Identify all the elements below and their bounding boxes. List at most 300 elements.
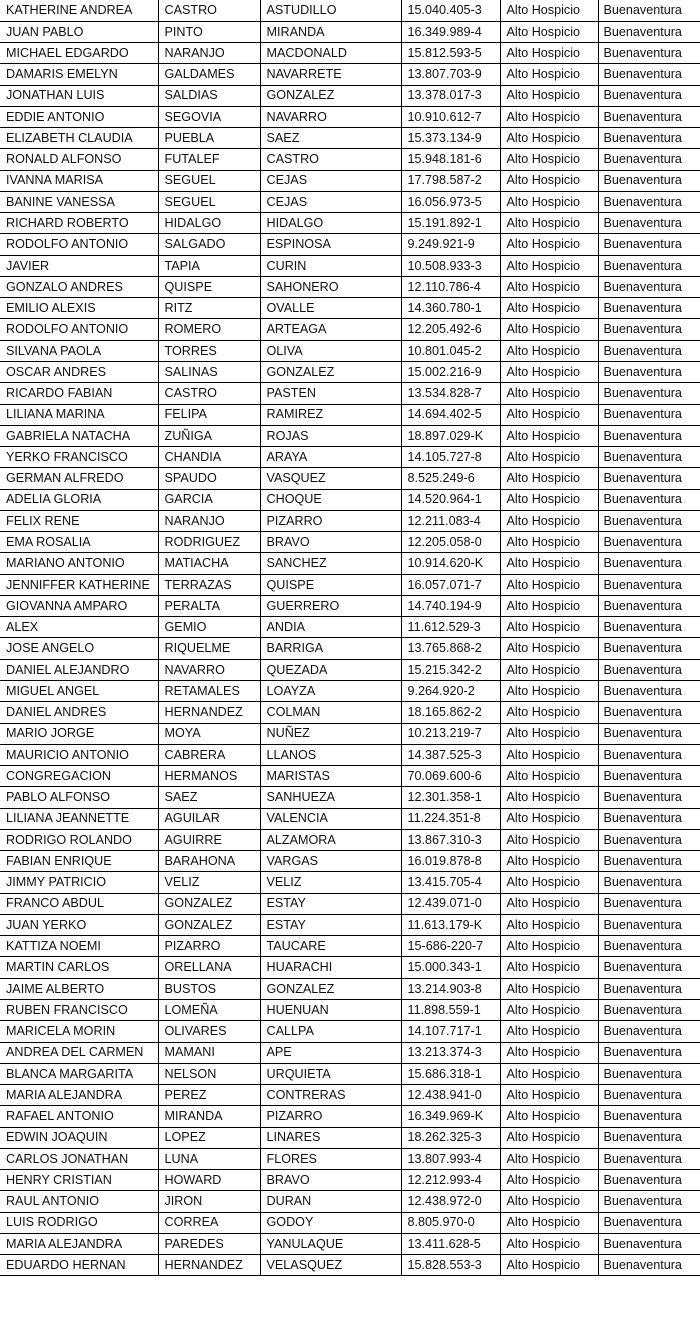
first-names-cell: MARIA ALEJANDRA [0, 1233, 158, 1254]
commune-cell: Alto Hospicio [500, 957, 598, 978]
first-names-cell: FRANCO ABDUL [0, 893, 158, 914]
sector-cell: Buenaventura [598, 340, 700, 361]
commune-cell: Alto Hospicio [500, 170, 598, 191]
table-row [0, 43, 700, 64]
sector-cell: Buenaventura [598, 999, 700, 1020]
paternal-surname-cell: PERALTA [158, 595, 260, 616]
sector-cell: Buenaventura [598, 766, 700, 787]
paternal-surname-cell: FELIPA [158, 404, 260, 425]
sector-cell: Buenaventura [598, 43, 700, 64]
first-names-cell: EDUARDO HERNAN [0, 1255, 158, 1276]
sector-cell: Buenaventura [598, 659, 700, 680]
commune-cell: Alto Hospicio [500, 404, 598, 425]
maternal-surname-cell: CURIN [260, 255, 401, 276]
rut-cell: 14.107.717-1 [401, 1021, 500, 1042]
sector-cell: Buenaventura [598, 234, 700, 255]
paternal-surname-cell: AGUIRRE [158, 829, 260, 850]
paternal-surname-cell: HERMANOS [158, 766, 260, 787]
commune-cell: Alto Hospicio [500, 1042, 598, 1063]
table-row [0, 957, 700, 978]
table-row [0, 0, 700, 21]
table-row [0, 21, 700, 42]
paternal-surname-cell: RETAMALES [158, 681, 260, 702]
table-row [0, 1063, 700, 1084]
table-row [0, 595, 700, 616]
commune-cell: Alto Hospicio [500, 21, 598, 42]
table-row [0, 808, 700, 829]
rut-cell: 13.867.310-3 [401, 829, 500, 850]
sector-cell: Buenaventura [598, 1127, 700, 1148]
rut-cell: 15-686-220-7 [401, 936, 500, 957]
rut-cell: 15.373.134-9 [401, 128, 500, 149]
rut-cell: 12.110.786-4 [401, 276, 500, 297]
first-names-cell: DANIEL ANDRES [0, 702, 158, 723]
table-row [0, 510, 700, 531]
rut-cell: 12.211.083-4 [401, 510, 500, 531]
rut-cell: 13.415.705-4 [401, 872, 500, 893]
maternal-surname-cell: PIZARRO [260, 510, 401, 531]
commune-cell: Alto Hospicio [500, 234, 598, 255]
paternal-surname-cell: CABRERA [158, 744, 260, 765]
paternal-surname-cell: CASTRO [158, 383, 260, 404]
paternal-surname-cell: HERNANDEZ [158, 702, 260, 723]
sector-cell: Buenaventura [598, 1106, 700, 1127]
sector-cell: Buenaventura [598, 872, 700, 893]
paternal-surname-cell: FUTALEF [158, 149, 260, 170]
table-row [0, 532, 700, 553]
first-names-cell: BANINE VANESSA [0, 191, 158, 212]
first-names-cell: RAUL ANTONIO [0, 1191, 158, 1212]
table-row [0, 999, 700, 1020]
first-names-cell: JAIME ALBERTO [0, 978, 158, 999]
paternal-surname-cell: OLIVARES [158, 1021, 260, 1042]
rut-cell: 17.798.587-2 [401, 170, 500, 191]
maternal-surname-cell: MACDONALD [260, 43, 401, 64]
commune-cell: Alto Hospicio [500, 340, 598, 361]
maternal-surname-cell: MIRANDA [260, 21, 401, 42]
table-row [0, 1085, 700, 1106]
first-names-cell: JUAN PABLO [0, 21, 158, 42]
rut-cell: 16.349.989-4 [401, 21, 500, 42]
sector-cell: Buenaventura [598, 851, 700, 872]
commune-cell: Alto Hospicio [500, 1021, 598, 1042]
first-names-cell: DAMARIS EMELYN [0, 64, 158, 85]
table-row [0, 404, 700, 425]
table-row [0, 617, 700, 638]
first-names-cell: LUIS RODRIGO [0, 1212, 158, 1233]
commune-cell: Alto Hospicio [500, 191, 598, 212]
rut-cell: 16.057.071-7 [401, 574, 500, 595]
rut-cell: 10.801.045-2 [401, 340, 500, 361]
table-row [0, 362, 700, 383]
maternal-surname-cell: GUERRERO [260, 595, 401, 616]
table-row [0, 1212, 700, 1233]
paternal-surname-cell: SEGUEL [158, 191, 260, 212]
rut-cell: 15.040.405-3 [401, 0, 500, 21]
sector-cell: Buenaventura [598, 64, 700, 85]
first-names-cell: EMA ROSALIA [0, 532, 158, 553]
rut-cell: 13.534.828-7 [401, 383, 500, 404]
table-row [0, 170, 700, 191]
first-names-cell: RONALD ALFONSO [0, 149, 158, 170]
commune-cell: Alto Hospicio [500, 255, 598, 276]
sector-cell: Buenaventura [598, 829, 700, 850]
table-row [0, 1042, 700, 1063]
commune-cell: Alto Hospicio [500, 914, 598, 935]
rut-cell: 14.360.780-1 [401, 298, 500, 319]
paternal-surname-cell: MIRANDA [158, 1106, 260, 1127]
maternal-surname-cell: ALZAMORA [260, 829, 401, 850]
first-names-cell: JENNIFFER KATHERINE [0, 574, 158, 595]
first-names-cell: ADELIA GLORIA [0, 489, 158, 510]
maternal-surname-cell: CONTRERAS [260, 1085, 401, 1106]
table-row [0, 1106, 700, 1127]
table-row [0, 723, 700, 744]
table-row [0, 340, 700, 361]
commune-cell: Alto Hospicio [500, 298, 598, 319]
maternal-surname-cell: LINARES [260, 1127, 401, 1148]
table-row [0, 829, 700, 850]
first-names-cell: RICARDO FABIAN [0, 383, 158, 404]
maternal-surname-cell: ESTAY [260, 914, 401, 935]
table-row [0, 638, 700, 659]
sector-cell: Buenaventura [598, 532, 700, 553]
sector-cell: Buenaventura [598, 298, 700, 319]
maternal-surname-cell: ESTAY [260, 893, 401, 914]
maternal-surname-cell: NUÑEZ [260, 723, 401, 744]
table-row [0, 255, 700, 276]
commune-cell: Alto Hospicio [500, 659, 598, 680]
commune-cell: Alto Hospicio [500, 1255, 598, 1276]
sector-cell: Buenaventura [598, 574, 700, 595]
table-row [0, 447, 700, 468]
sector-cell: Buenaventura [598, 1212, 700, 1233]
rut-cell: 15.002.216-9 [401, 362, 500, 383]
commune-cell: Alto Hospicio [500, 1063, 598, 1084]
commune-cell: Alto Hospicio [500, 808, 598, 829]
commune-cell: Alto Hospicio [500, 1212, 598, 1233]
first-names-cell: JAVIER [0, 255, 158, 276]
paternal-surname-cell: CASTRO [158, 0, 260, 21]
first-names-cell: MICHAEL EDGARDO [0, 43, 158, 64]
maternal-surname-cell: CEJAS [260, 191, 401, 212]
maternal-surname-cell: DURAN [260, 1191, 401, 1212]
commune-cell: Alto Hospicio [500, 0, 598, 21]
rut-cell: 18.165.862-2 [401, 702, 500, 723]
sector-cell: Buenaventura [598, 404, 700, 425]
commune-cell: Alto Hospicio [500, 638, 598, 659]
maternal-surname-cell: BARRIGA [260, 638, 401, 659]
maternal-surname-cell: APE [260, 1042, 401, 1063]
rut-cell: 9.264.920-2 [401, 681, 500, 702]
table-row [0, 383, 700, 404]
maternal-surname-cell: FLORES [260, 1148, 401, 1169]
paternal-surname-cell: PINTO [158, 21, 260, 42]
paternal-surname-cell: SALDIAS [158, 85, 260, 106]
rut-cell: 14.105.727-8 [401, 447, 500, 468]
sector-cell: Buenaventura [598, 936, 700, 957]
commune-cell: Alto Hospicio [500, 362, 598, 383]
rut-cell: 14.740.194-9 [401, 595, 500, 616]
paternal-surname-cell: LOPEZ [158, 1127, 260, 1148]
paternal-surname-cell: GONZALEZ [158, 893, 260, 914]
maternal-surname-cell: VARGAS [260, 851, 401, 872]
paternal-surname-cell: TORRES [158, 340, 260, 361]
paternal-surname-cell: MATIACHA [158, 553, 260, 574]
sector-cell: Buenaventura [598, 255, 700, 276]
first-names-cell: ALEX [0, 617, 158, 638]
commune-cell: Alto Hospicio [500, 574, 598, 595]
rut-cell: 10.910.612-7 [401, 106, 500, 127]
commune-cell: Alto Hospicio [500, 978, 598, 999]
maternal-surname-cell: VASQUEZ [260, 468, 401, 489]
maternal-surname-cell: SAEZ [260, 128, 401, 149]
commune-cell: Alto Hospicio [500, 595, 598, 616]
table-row [0, 1255, 700, 1276]
maternal-surname-cell: NAVARRO [260, 106, 401, 127]
maternal-surname-cell: LLANOS [260, 744, 401, 765]
first-names-cell: EDDIE ANTONIO [0, 106, 158, 127]
commune-cell: Alto Hospicio [500, 532, 598, 553]
commune-cell: Alto Hospicio [500, 425, 598, 446]
maternal-surname-cell: CHOQUE [260, 489, 401, 510]
first-names-cell: EMILIO ALEXIS [0, 298, 158, 319]
rut-cell: 8.525.249-6 [401, 468, 500, 489]
rut-cell: 16.056.973-5 [401, 191, 500, 212]
table-row [0, 149, 700, 170]
first-names-cell: ELIZABETH CLAUDIA [0, 128, 158, 149]
first-names-cell: RODRIGO ROLANDO [0, 829, 158, 850]
paternal-surname-cell: AGUILAR [158, 808, 260, 829]
maternal-surname-cell: ANDIA [260, 617, 401, 638]
paternal-surname-cell: VELIZ [158, 872, 260, 893]
sector-cell: Buenaventura [598, 1191, 700, 1212]
commune-cell: Alto Hospicio [500, 851, 598, 872]
first-names-cell: GIOVANNA AMPARO [0, 595, 158, 616]
commune-cell: Alto Hospicio [500, 43, 598, 64]
paternal-surname-cell: MOYA [158, 723, 260, 744]
paternal-surname-cell: PIZARRO [158, 936, 260, 957]
table-row [0, 64, 700, 85]
sector-cell: Buenaventura [598, 489, 700, 510]
commune-cell: Alto Hospicio [500, 702, 598, 723]
rut-cell: 12.439.071-0 [401, 893, 500, 914]
sector-cell: Buenaventura [598, 1170, 700, 1191]
sector-cell: Buenaventura [598, 1042, 700, 1063]
maternal-surname-cell: ARTEAGA [260, 319, 401, 340]
commune-cell: Alto Hospicio [500, 872, 598, 893]
paternal-surname-cell: BARAHONA [158, 851, 260, 872]
paternal-surname-cell: RITZ [158, 298, 260, 319]
maternal-surname-cell: VALENCIA [260, 808, 401, 829]
first-names-cell: RUBEN FRANCISCO [0, 999, 158, 1020]
maternal-surname-cell: LOAYZA [260, 681, 401, 702]
rut-cell: 15.948.181-6 [401, 149, 500, 170]
table-row [0, 468, 700, 489]
first-names-cell: KATTIZA NOEMI [0, 936, 158, 957]
sector-cell: Buenaventura [598, 170, 700, 191]
maternal-surname-cell: ROJAS [260, 425, 401, 446]
first-names-cell: JONATHAN LUIS [0, 85, 158, 106]
maternal-surname-cell: HIDALGO [260, 213, 401, 234]
rut-cell: 11.613.179-K [401, 914, 500, 935]
table-row [0, 1021, 700, 1042]
table-row [0, 191, 700, 212]
sector-cell: Buenaventura [598, 617, 700, 638]
commune-cell: Alto Hospicio [500, 893, 598, 914]
paternal-surname-cell: TERRAZAS [158, 574, 260, 595]
commune-cell: Alto Hospicio [500, 276, 598, 297]
paternal-surname-cell: HERNANDEZ [158, 1255, 260, 1276]
sector-cell: Buenaventura [598, 681, 700, 702]
rut-cell: 15.215.342-2 [401, 659, 500, 680]
first-names-cell: IVANNA MARISA [0, 170, 158, 191]
commune-cell: Alto Hospicio [500, 319, 598, 340]
paternal-surname-cell: HIDALGO [158, 213, 260, 234]
commune-cell: Alto Hospicio [500, 936, 598, 957]
rut-cell: 12.438.941-0 [401, 1085, 500, 1106]
first-names-cell: RODOLFO ANTONIO [0, 234, 158, 255]
first-names-cell: MARTIN CARLOS [0, 957, 158, 978]
table-row [0, 1233, 700, 1254]
sector-cell: Buenaventura [598, 510, 700, 531]
sector-cell: Buenaventura [598, 1255, 700, 1276]
maternal-surname-cell: ASTUDILLO [260, 0, 401, 21]
maternal-surname-cell: PASTEN [260, 383, 401, 404]
paternal-surname-cell: RIQUELME [158, 638, 260, 659]
paternal-surname-cell: RODRIGUEZ [158, 532, 260, 553]
maternal-surname-cell: TAUCARE [260, 936, 401, 957]
commune-cell: Alto Hospicio [500, 213, 598, 234]
maternal-surname-cell: CASTRO [260, 149, 401, 170]
maternal-surname-cell: QUISPE [260, 574, 401, 595]
sector-cell: Buenaventura [598, 128, 700, 149]
paternal-surname-cell: JIRON [158, 1191, 260, 1212]
sector-cell: Buenaventura [598, 362, 700, 383]
sector-cell: Buenaventura [598, 1063, 700, 1084]
commune-cell: Alto Hospicio [500, 85, 598, 106]
sector-cell: Buenaventura [598, 744, 700, 765]
commune-cell: Alto Hospicio [500, 383, 598, 404]
paternal-surname-cell: NARANJO [158, 43, 260, 64]
rut-cell: 11.224.351-8 [401, 808, 500, 829]
paternal-surname-cell: CORREA [158, 1212, 260, 1233]
sector-cell: Buenaventura [598, 702, 700, 723]
table-row [0, 234, 700, 255]
table-row [0, 787, 700, 808]
sector-cell: Buenaventura [598, 1233, 700, 1254]
maternal-surname-cell: MARISTAS [260, 766, 401, 787]
commune-cell: Alto Hospicio [500, 128, 598, 149]
rut-cell: 18.897.029-K [401, 425, 500, 446]
rut-cell: 13.807.703-9 [401, 64, 500, 85]
table-row [0, 872, 700, 893]
rut-cell: 12.205.492-6 [401, 319, 500, 340]
commune-cell: Alto Hospicio [500, 64, 598, 85]
first-names-cell: GERMAN ALFREDO [0, 468, 158, 489]
rut-cell: 18.262.325-3 [401, 1127, 500, 1148]
first-names-cell: MIGUEL ANGEL [0, 681, 158, 702]
maternal-surname-cell: VELASQUEZ [260, 1255, 401, 1276]
commune-cell: Alto Hospicio [500, 1127, 598, 1148]
first-names-cell: MARIANO ANTONIO [0, 553, 158, 574]
paternal-surname-cell: SAEZ [158, 787, 260, 808]
sector-cell: Buenaventura [598, 468, 700, 489]
sector-cell: Buenaventura [598, 978, 700, 999]
rut-cell: 15.191.892-1 [401, 213, 500, 234]
commune-cell: Alto Hospicio [500, 766, 598, 787]
rut-cell: 14.694.402-5 [401, 404, 500, 425]
paternal-surname-cell: LOMEÑA [158, 999, 260, 1020]
commune-cell: Alto Hospicio [500, 1106, 598, 1127]
paternal-surname-cell: BUSTOS [158, 978, 260, 999]
rut-cell: 15.828.553-3 [401, 1255, 500, 1276]
rut-cell: 15.812.593-5 [401, 43, 500, 64]
table-row [0, 914, 700, 935]
first-names-cell: BLANCA MARGARITA [0, 1063, 158, 1084]
sector-cell: Buenaventura [598, 383, 700, 404]
table-row [0, 1170, 700, 1191]
rut-cell: 16.349.969-K [401, 1106, 500, 1127]
sector-cell: Buenaventura [598, 191, 700, 212]
first-names-cell: RICHARD ROBERTO [0, 213, 158, 234]
maternal-surname-cell: OVALLE [260, 298, 401, 319]
commune-cell: Alto Hospicio [500, 1191, 598, 1212]
first-names-cell: LILIANA JEANNETTE [0, 808, 158, 829]
rut-cell: 16.019.878-8 [401, 851, 500, 872]
paternal-surname-cell: SALGADO [158, 234, 260, 255]
commune-cell: Alto Hospicio [500, 510, 598, 531]
maternal-surname-cell: ARAYA [260, 447, 401, 468]
paternal-surname-cell: MAMANI [158, 1042, 260, 1063]
paternal-surname-cell: LUNA [158, 1148, 260, 1169]
commune-cell: Alto Hospicio [500, 723, 598, 744]
sector-cell: Buenaventura [598, 447, 700, 468]
maternal-surname-cell: HUENUAN [260, 999, 401, 1020]
first-names-cell: GABRIELA NATACHA [0, 425, 158, 446]
paternal-surname-cell: NELSON [158, 1063, 260, 1084]
maternal-surname-cell: URQUIETA [260, 1063, 401, 1084]
table-row [0, 553, 700, 574]
table-row [0, 766, 700, 787]
commune-cell: Alto Hospicio [500, 553, 598, 574]
sector-cell: Buenaventura [598, 425, 700, 446]
first-names-cell: FELIX RENE [0, 510, 158, 531]
maternal-surname-cell: COLMAN [260, 702, 401, 723]
maternal-surname-cell: PIZARRO [260, 1106, 401, 1127]
paternal-surname-cell: GEMIO [158, 617, 260, 638]
first-names-cell: EDWIN JOAQUIN [0, 1127, 158, 1148]
sector-cell: Buenaventura [598, 893, 700, 914]
maternal-surname-cell: VELIZ [260, 872, 401, 893]
sector-cell: Buenaventura [598, 723, 700, 744]
maternal-surname-cell: GONZALEZ [260, 85, 401, 106]
maternal-surname-cell: ESPINOSA [260, 234, 401, 255]
rut-cell: 15.000.343-1 [401, 957, 500, 978]
table-row [0, 1127, 700, 1148]
table-row [0, 978, 700, 999]
paternal-surname-cell: PEREZ [158, 1085, 260, 1106]
commune-cell: Alto Hospicio [500, 1233, 598, 1254]
first-names-cell: GONZALO ANDRES [0, 276, 158, 297]
rut-cell: 13.213.374-3 [401, 1042, 500, 1063]
paternal-surname-cell: NARANJO [158, 510, 260, 531]
sector-cell: Buenaventura [598, 106, 700, 127]
first-names-cell: FABIAN ENRIQUE [0, 851, 158, 872]
paternal-surname-cell: CHANDIA [158, 447, 260, 468]
sector-cell: Buenaventura [598, 149, 700, 170]
sector-cell: Buenaventura [598, 914, 700, 935]
